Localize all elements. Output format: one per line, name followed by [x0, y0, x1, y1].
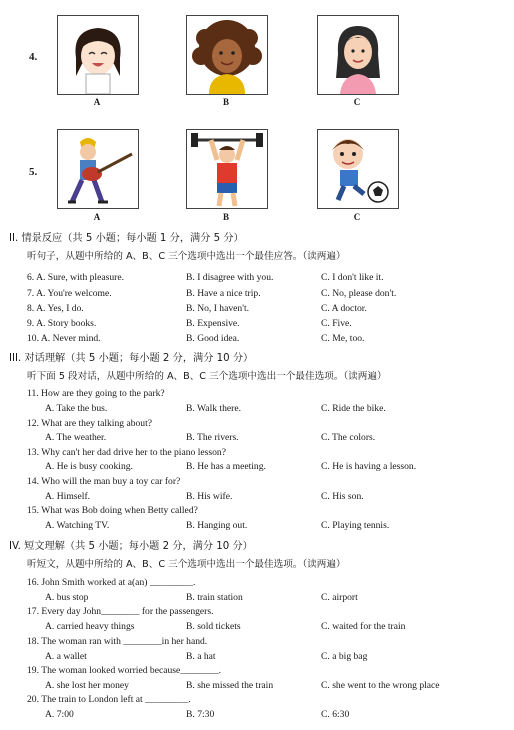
q13-option-c: C. He is having a lesson.	[321, 461, 417, 472]
q7-option-c: C. No, please don't.	[321, 288, 397, 299]
q17-option-b: B. sold tickets	[186, 621, 241, 632]
q20-option-a: A. 7:00	[45, 709, 74, 720]
q9-option-b: B. Expensive.	[186, 318, 240, 329]
q5-option-a-label: A	[93, 212, 101, 222]
q4-option-a-label: A	[93, 97, 101, 107]
q7-option-b: B. Have a nice trip.	[186, 288, 261, 299]
q15-stem: 15. What was Bob doing when Betty called?	[27, 505, 198, 516]
q19-option-b: B. she missed the train	[186, 680, 274, 691]
weightlifter-icon	[187, 130, 267, 208]
section-3-heading: III. 对话理解（共 5 小题；每小题 2 分，满分 10 分）	[9, 353, 254, 364]
q10-option-a: 10. A. Never mind.	[27, 333, 101, 344]
question-5-number: 5.	[29, 166, 38, 178]
q12-stem: 12. What are they talking about?	[27, 418, 153, 429]
q13-option-a: A. He is busy cooking.	[45, 461, 133, 472]
q14-option-b: B. His wife.	[186, 491, 233, 502]
q4-option-b-picture	[186, 15, 268, 95]
girl-laughing-icon	[58, 16, 138, 94]
q4-option-a-picture	[57, 15, 139, 95]
section-4-instruction: 听短文，从题中所给的 A、B、C 三个选项中选出一个最佳选项。（读两遍）	[27, 559, 346, 570]
q15-option-b: B. Hanging out.	[186, 520, 248, 531]
q10-option-c: C. Me, too.	[321, 333, 365, 344]
q10-option-b: B. Good idea.	[186, 333, 240, 344]
curly-hair-girl-icon	[187, 16, 267, 94]
q18-stem: 18. The woman ran with ________in her hand.	[27, 636, 208, 647]
q19-option-c: C. she went to the wrong place	[321, 680, 440, 691]
section-2-heading: II. 情景反应（共 5 小题；每小题 1 分，满分 5 分）	[9, 233, 244, 244]
q16-option-a: A. bus stop	[45, 592, 89, 603]
q16-option-c: C. airport	[321, 592, 358, 603]
q8-option-a: 8. A. Yes, I do.	[27, 303, 84, 314]
q15-option-a: A. Watching TV.	[45, 520, 110, 531]
q4-option-c-label: C	[353, 97, 361, 107]
q8-option-b: B. No, I haven't.	[186, 303, 250, 314]
section-4-heading: IV. 短文理解（共 5 小题；每小题 2 分，满分 10 分）	[9, 541, 253, 552]
q18-option-b: B. a hat	[186, 651, 216, 662]
q14-option-c: C. His son.	[321, 491, 364, 502]
section-2-instruction: 听句子，从题中所给的 A、B、C 三个选项中选出一个最佳应答。（读两遍）	[27, 251, 346, 262]
q6-option-a: 6. A. Sure, with pleasure.	[27, 272, 125, 283]
q6-option-b: B. I disagree with you.	[186, 272, 274, 283]
q14-stem: 14. Who will the man buy a toy car for?	[27, 476, 181, 487]
q14-option-a: A. Himself.	[45, 491, 91, 502]
q18-option-c: C. a big bag	[321, 651, 368, 662]
q16-option-b: B. train station	[186, 592, 243, 603]
q4-option-b-label: B	[222, 97, 229, 107]
q12-option-b: B. The rivers.	[186, 432, 239, 443]
q13-stem: 13. Why can't her dad drive her to the piano lesson?	[27, 447, 226, 458]
question-4-number: 4.	[29, 51, 38, 63]
guitar-player-icon	[58, 130, 138, 208]
q15-option-c: C. Playing tennis.	[321, 520, 390, 531]
q9-option-a: 9. A. Story books.	[27, 318, 97, 329]
section-3-instruction: 听下面 5 段对话，从题中所给的 A、B、C 三个选项中选出一个最佳选项。（读两遍）	[27, 371, 387, 382]
q9-option-c: C. Five.	[321, 318, 352, 329]
q5-option-c-label: C	[353, 212, 361, 222]
q11-option-b: B. Walk there.	[186, 403, 241, 414]
q16-stem: 16. John Smith worked at a(an) _________.	[27, 577, 196, 588]
q5-option-b-label: B	[222, 212, 229, 222]
q13-option-b: B. He has a meeting.	[186, 461, 266, 472]
q7-option-a: 7. A. You're welcome.	[27, 288, 112, 299]
q5-option-a-picture	[57, 129, 139, 209]
q6-option-c: C. I don't like it.	[321, 272, 384, 283]
q19-option-a: A. she lost her money	[45, 680, 129, 691]
q12-option-a: A. The weather.	[45, 432, 107, 443]
q17-option-c: C. waited for the train	[321, 621, 406, 632]
q19-stem: 19. The woman looked worried because________.	[27, 665, 222, 676]
q4-option-c-picture	[317, 15, 399, 95]
q18-option-a: A. a wallet	[45, 651, 87, 662]
q5-option-c-picture	[317, 129, 399, 209]
q5-option-b-picture	[186, 129, 268, 209]
long-hair-woman-icon	[318, 16, 398, 94]
q8-option-c: C. A doctor.	[321, 303, 367, 314]
q11-stem: 11. How are they going to the park?	[27, 388, 165, 399]
q17-stem: 17. Every day John________ for the passengers.	[27, 606, 214, 617]
q17-option-a: A. carried heavy things	[45, 621, 135, 632]
q20-option-b: B. 7:30	[186, 709, 215, 720]
q12-option-c: C. The colors.	[321, 432, 376, 443]
q11-option-a: A. Take the bus.	[45, 403, 108, 414]
q20-option-c: C. 6:30	[321, 709, 350, 720]
q20-stem: 20. The train to London left at _________.	[27, 694, 191, 705]
q11-option-c: C. Ride the bike.	[321, 403, 386, 414]
boy-playing-soccer-icon	[318, 130, 398, 208]
